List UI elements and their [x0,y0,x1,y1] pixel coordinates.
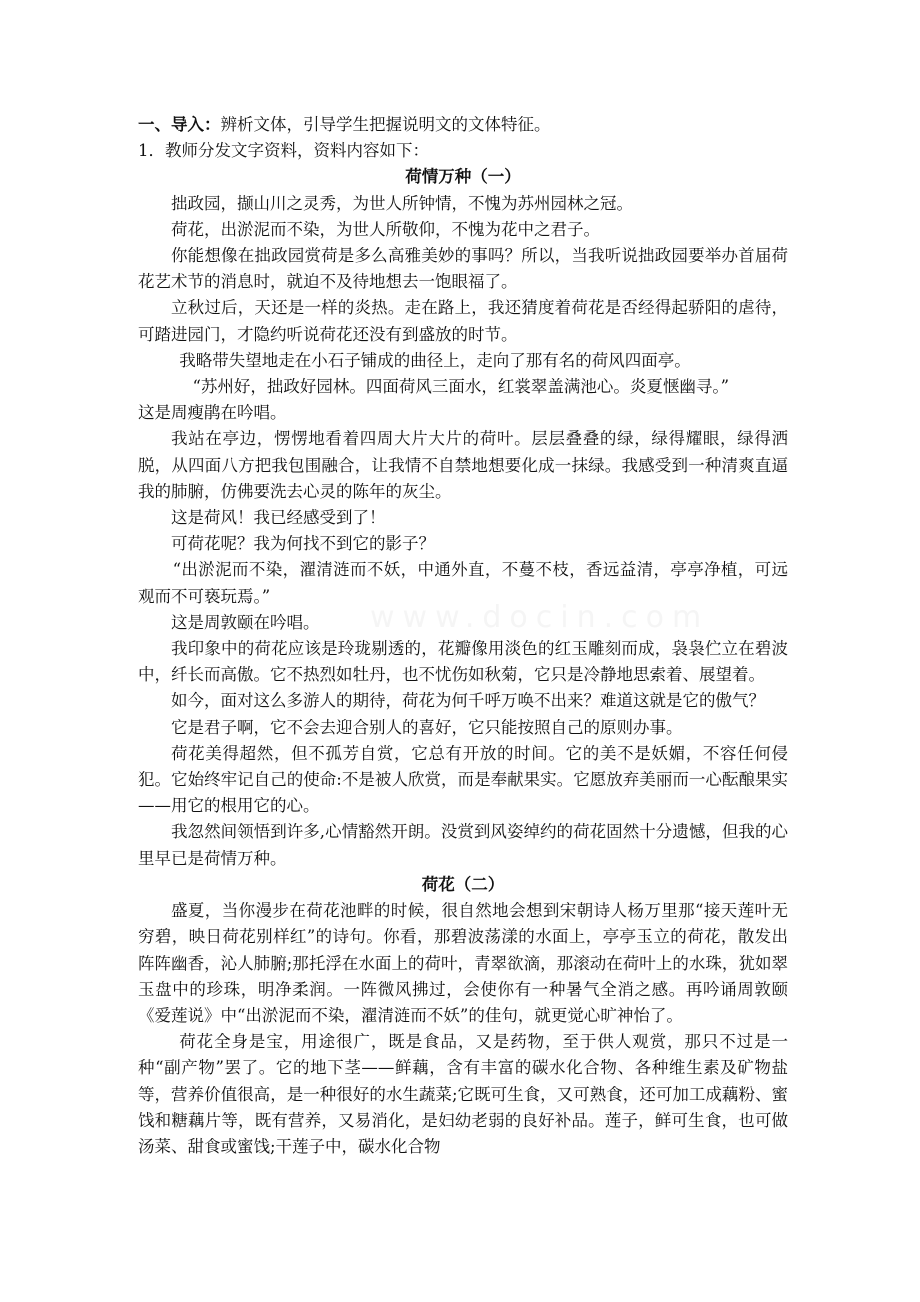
intro-line [138,112,788,138]
article-1-paragraph: 它是君子啊，它不会去迎合别人的喜好，它只能按照自己的原则办事。 [171,717,683,737]
article-1-paragraph: 可荷花呢？我为何找不到它的影子？ [171,534,435,554]
article-1-paragraph: 我站在亭边，愣愣地看着四周大片大片的荷叶。层层叠叠的绿，绿得耀眼，绿得洒脱，从四面八方把我包围融合，让我情不自禁地想要化成一抹绿。我感受到一种清爽直逼我的肺腑，仿佛要洗去心灵的陈年的灰尘。 [138,429,788,501]
document-page [138,112,788,1160]
article-1-quote: “出淤泥而不染，濯清涟而不妖，中通外直，不蔓不枝，香远益清，亭亭净植，可远观而不可亵玩焉。” [138,560,788,606]
article-1-paragraph: 你能想像在拙政园赏荷是多么高雅美妙的事吗？所以，当我听说拙政园要举办首届荷花艺术节的消息时，就迫不及待地想去一饱眼福了。 [138,246,788,292]
article-1-paragraph: 我略带失望地走在小石子铺成的曲径上，走向了那有名的荷风四面亭。 [179,350,691,370]
article-1-paragraph: 荷花美得超然，但不孤芳自赏，它总有开放的时间。它的美不是妖媚，不容任何侵犯。它始终牢记自己的使命:不是被人欣赏，而是奉献果实。它愿放弃美丽而一心酝酿果实——用它的根用它的心。 [138,743,788,816]
article-1-paragraph: 这是周瘦鹃在吟唱。 [138,403,287,423]
article-1-paragraph: 我忽然间领悟到许多,心情豁然开朗。没赏到风姿绰约的荷花固然十分遗憾，但我的心里早已是荷情万种。 [138,822,788,868]
article-1-paragraph: 荷花，出淤泥而不染，为世人所敬仰，不愧为花中之君子。 [171,219,600,239]
article-1-title: 荷情万种（一） [405,167,521,187]
article-1-paragraph: 这是周敦颐在吟唱。 [171,612,320,632]
watermark: www.docin.com [370,600,710,635]
article-1-paragraph: 这是荷风！我已经感受到了！ [171,508,386,528]
article-2-paragraph: 荷花全身是宝，用途很广，既是食品，又是药物，至于供人观赏，那只不过是一种“副产物”罢了。它的地下茎——鲜藕，含有丰富的碳水化合物、各种维生素及矿物盐等，营养价值很高，是一种很好的水生蔬菜;它既可生食，又可熟食，还可加工成藕粉、蜜饯和糖藕片等，既有营养，又易消化，是妇幼老弱的良好补品。莲子，鲜可生食，也可做汤菜、甜食或蜜饯;干莲子中，碳水化合物 [138,1032,788,1156]
article-1-paragraph: 如今，面对这么多游人的期待，荷花为何千呼万唤不出来？难道这就是它的傲气？ [171,691,765,711]
article-1-paragraph: 立秋过后，天还是一样的炎热。走在路上，我还猜度着荷花是否经得起骄阳的虐待，可踏进园门，才隐约听说荷花还没有到盛放的时节。 [138,298,788,344]
article-2-title: 荷花（二） [421,874,505,894]
intro-label: 一、导入： [138,115,221,134]
article-1-paragraph: 我印象中的荷花应该是玲珑剔透的，花瓣像用淡色的红玉雕刻而成，袅袅伫立在碧波中，纤长而高傲。它不热烈如牡丹，也不忧伤如秋菊，它只是冷静地思索着、展望着。 [138,639,788,685]
article-1-paragraph: 拙政园，撷山川之灵秀，为世人所钟情，不愧为苏州园林之冠。 [171,193,633,213]
article-2-paragraph: 盛夏，当你漫步在荷花池畔的时候，很自然地会想到宋朝诗人杨万里那“接天莲叶无穷碧，映日荷花别样红”的诗句。你看，那碧波荡漾的水面上，亭亭玉立的荷花，散发出阵阵幽香，沁人肺腑;那托浮在水面上的荷叶，青翠欲滴，那滚动在荷叶上的水珠，犹如翠玉盘中的珍珠，明净柔润。一阵微风拂过，会使你有一种暑气全消之感。再吟诵周敦颐《爱莲说》中“出淤泥而不染，濯清涟而不妖”的佳句，就更觉心旷神怡了。 [138,901,788,1025]
intro-text: 辨析文体，引导学生把握说明文的文体特征。 [220,115,551,134]
step-1-line: 1．教师分发文字资料，资料内容如下： [138,141,429,161]
article-1-quote: “苏州好，拙政好园林。四面荷风三面水，红裳翠盖满池心。炎夏惬幽寻。” [192,377,730,397]
